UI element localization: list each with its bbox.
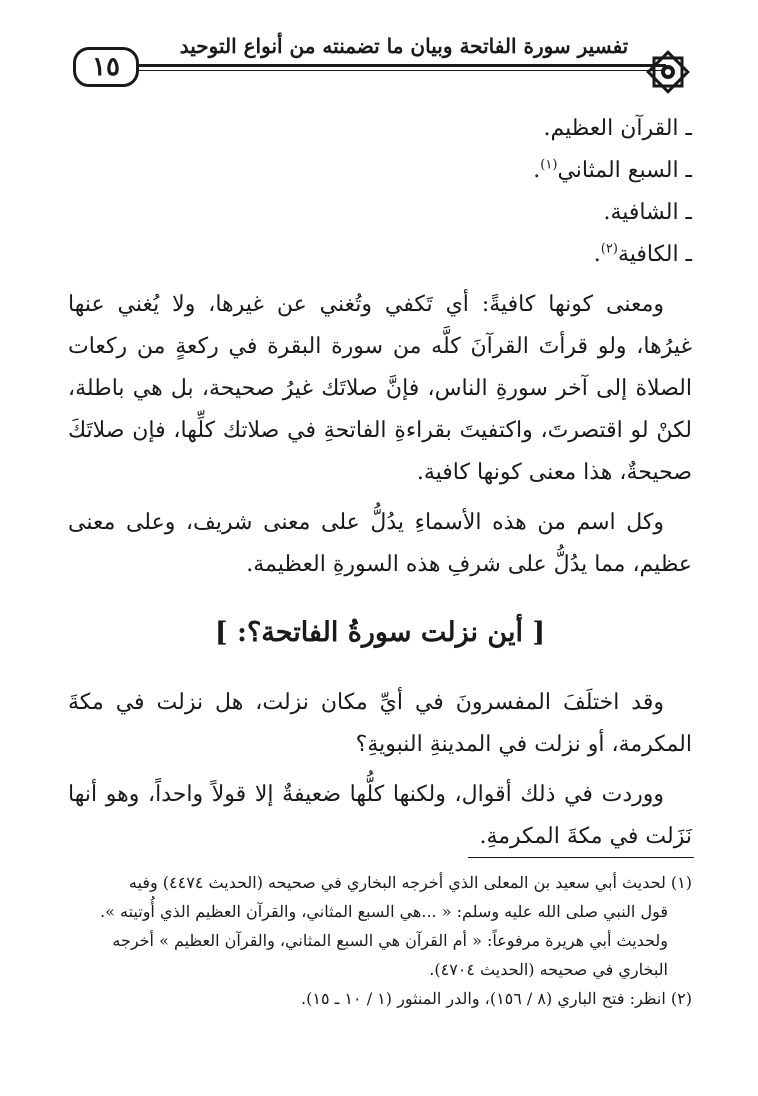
footnote-1-cont: البخاري في صحيحه (الحديث ٤٧٠٤). bbox=[429, 960, 668, 979]
paragraph: وقد اختلَفَ المفسرونَ في أيِّ مكان نزلت، هل نزلت في مكةَ المكرمة، أو نزلت في المدينةِ النبويةِ؟ bbox=[68, 690, 692, 757]
paragraph: وكل اسم من هذه الأسماءِ يدُلُّ على معنى شريف، وعلى معنى عظيم، مما يدُلُّ على شرفِ هذه السورةِ العظيمة. bbox=[68, 510, 692, 577]
header-rule-thin bbox=[139, 70, 666, 71]
running-title: تفسير سورة الفاتحة وبيان ما تضمنته من أنواع التوحيد bbox=[179, 34, 629, 58]
list-item: ـ القرآن العظيم. bbox=[543, 116, 692, 141]
section-heading: [ أين نزلت سورةُ الفاتحة؟: ] bbox=[214, 617, 546, 648]
footnote-2: (٢) انظر: فتح الباري (٨ / ١٥٦)، والدر المنثور (١ / ١٠ ـ ١٥). bbox=[301, 989, 692, 1008]
footnote-1-cont: ولحديث أبي هريرة مرفوعاً: « أم القرآن هي السبع المثاني، والقرآن العظيم » أخرجه bbox=[112, 931, 668, 950]
list-item: ـ الشافية. bbox=[603, 200, 692, 225]
list-item: ـ السبع المثاني$^{(١)}$. bbox=[533, 157, 692, 183]
header-rule bbox=[139, 64, 666, 67]
page-header bbox=[0, 0, 758, 100]
footnote-1: (١) لحديث أبي سعيد بن المعلى الذي أخرجه البخاري في صحيحه (الحديث ٤٤٧٤) وفيه bbox=[128, 873, 692, 892]
ornament-icon bbox=[640, 44, 696, 100]
paragraph: ومعنى كونها كافيةً: أي تَكفي وتُغني عن غيرها، ولا يُغني عنها غيرُها، ولو قرأتَ القرآنَ كلَّه من سورة البقرة في ركعةٍ من ركعات الصلاة إلى آخر سورةِ الناس، فإنَّ صلاتَك غيرُ صحيحة، بل هي باطلة، لكنْ لو اقتصرتَ، واكتفيتَ بقراءةِ الفاتحةِ في صلاتك كلِّها، فإن صلاتَكَ صحيحةٌ، هذا معنى كونها كافية. bbox=[68, 292, 692, 485]
footnote-ref: (١) bbox=[540, 157, 558, 173]
page-number: ١٥ bbox=[73, 47, 139, 87]
footnote-rule bbox=[468, 857, 694, 858]
footnote-1-cont: قول النبي صلى الله عليه وسلم: « ...هي السبع المثاني، والقرآن العظيم الذي أُوتيته ». bbox=[100, 902, 668, 921]
footnotes bbox=[72, 868, 692, 1013]
list-item: ـ الكافية$^{(٢)}$. bbox=[593, 241, 692, 267]
paragraph: ووردت في ذلك أقوال، ولكنها كلُّها ضعيفةٌ إلا قولاً واحداً، وهو أنها نَزَلت في مكةَ المكرمةِ. bbox=[68, 782, 692, 849]
footnote-ref: (٢) bbox=[600, 241, 618, 257]
page-body bbox=[68, 108, 692, 858]
